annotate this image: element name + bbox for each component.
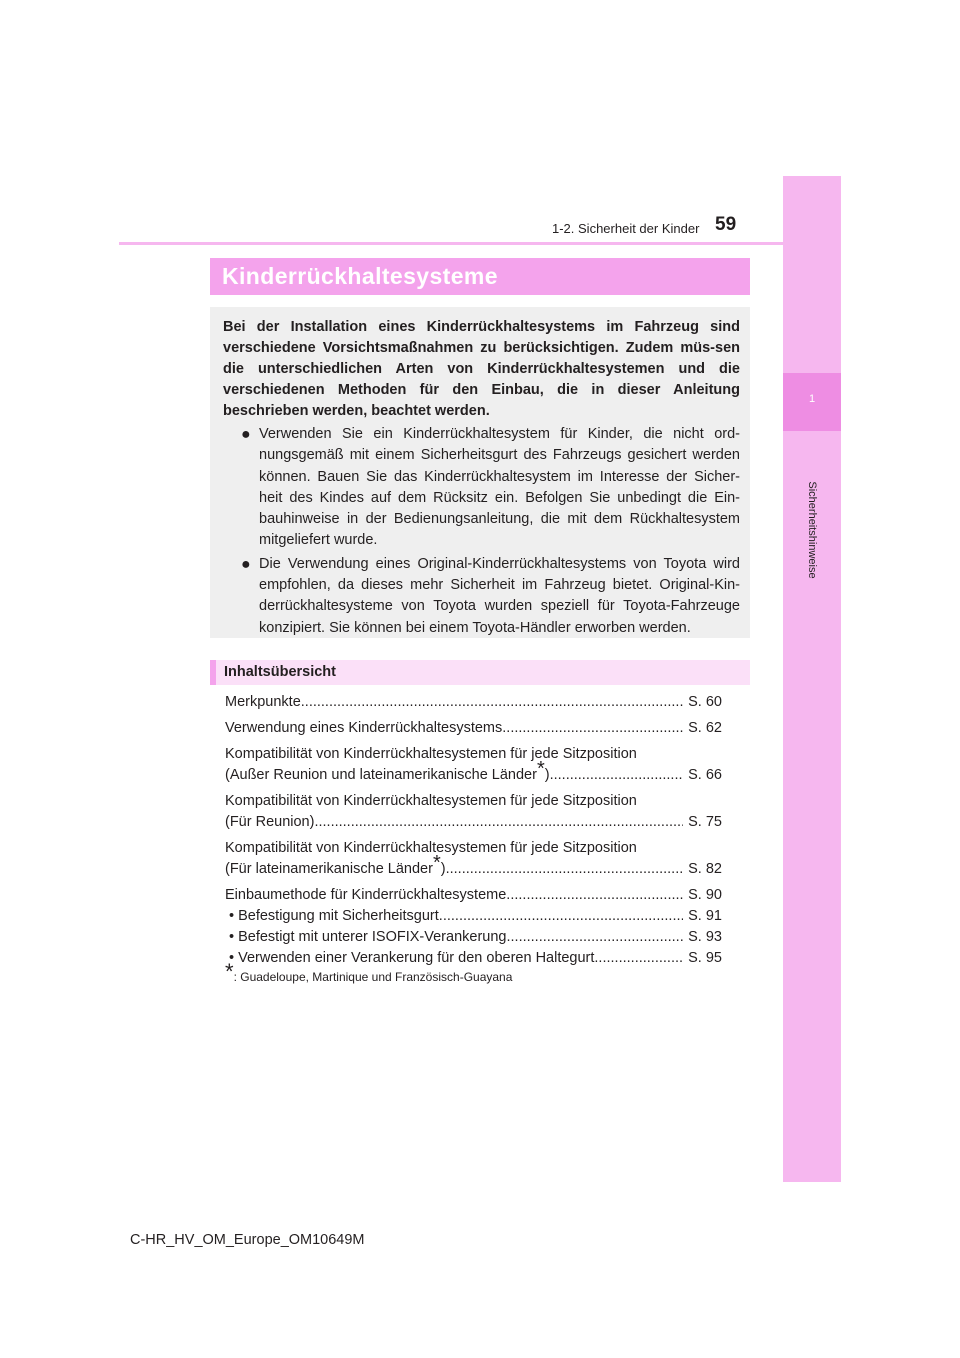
toc-item-einbaumethode[interactable]: [225, 885, 722, 906]
section-label: 1-2. Sicherheit der Kinder: [552, 221, 700, 236]
toc-leader-dots: [301, 692, 683, 713]
page-number: 59: [715, 214, 737, 235]
chapter-label: Sicherheitshinweise: [806, 481, 818, 579]
intro-bullet-1: [223, 424, 740, 552]
toc-page-ref[interactable]: S. 90: [688, 887, 722, 903]
toc-leader-dots: [314, 812, 683, 833]
toc-page-ref[interactable]: S. 62: [688, 720, 722, 736]
toc-subitem-text: • Befestigt mit unterer ISOFIX-Verankerung: [229, 929, 507, 945]
toc-subitem-text: • Befestigung mit Sicherheitsgurt: [229, 908, 439, 924]
toc-page-ref[interactable]: S. 93: [688, 929, 722, 945]
document-code: C-HR_HV_OM_Europe_OM10649M: [130, 1232, 365, 1248]
toc-leader-dots: [502, 718, 683, 739]
toc-subitem-sicherheitsgurt[interactable]: [225, 906, 722, 927]
toc-leader-dots: [594, 948, 683, 969]
footnote-text: : Guadeloupe, Martinique und Französisch-Guayana: [233, 970, 513, 984]
toc-item-kompatibilitaet-latam[interactable]: [225, 838, 722, 880]
toc-page-ref[interactable]: S. 91: [688, 908, 722, 924]
toc-item-kompatibilitaet-ausser[interactable]: [225, 744, 722, 786]
chapter-number-tab: [783, 373, 841, 431]
toc-leader-dots: [446, 859, 684, 880]
toc-item-text: Verwendung eines Kinderrückhaltesystems: [225, 720, 503, 736]
toc-item-verwendung[interactable]: [225, 718, 722, 739]
toc-item-text-after: ): [544, 767, 550, 783]
toc-item-text-before: (Außer Reunion und lateinamerikanische Länder: [225, 767, 537, 783]
intro-bullet-2: [223, 554, 740, 639]
toc-page-ref[interactable]: S. 66: [688, 767, 722, 783]
header-divider: [119, 242, 841, 245]
toc-page-ref[interactable]: S. 95: [688, 950, 722, 966]
chapter-number: 1: [808, 393, 816, 405]
footnote-star-icon: *: [536, 758, 545, 780]
toc-subitem-text: • Verwenden einer Verankerung für den oberen Haltegurt: [229, 950, 595, 966]
toc-page-ref[interactable]: S. 60: [688, 694, 722, 710]
overview-heading: Inhaltsübersicht: [224, 664, 336, 680]
toc-item-text-line2: [225, 758, 550, 786]
intro-text: Bei der Installation eines Kinderrückhaltesystems im Fahrzeug sind verschiedene Vorsichtsmaßnahmen zu berücksichtigen. Zudem müs-sen die unterschiedlichen Arten von Kinderrückhaltesystemen und die verschiedenen Methoden für den Einbau, die in dieser Anleitung beschrieben werden, beachtet werden.: [223, 319, 740, 419]
footnote: [225, 959, 513, 984]
toc-leader-dots: [550, 765, 684, 786]
side-tab: [783, 176, 841, 1182]
intro-box: [210, 307, 750, 638]
toc-item-text: Kompatibilität von Kinderrückhaltesystemen für jede Sitzposition: [225, 840, 637, 856]
toc-subitem-haltegurt[interactable]: [225, 948, 722, 969]
bullet-text: Verwenden Sie ein Kinderrückhaltesystem für Kinder, die nicht ord-nungsgemäß mit einem Sicherheitsgurt des Fahrzeugs gesichert werden können. Bauen Sie das Kinderrückhaltesystem im Interesse der Sicher-heit des Kindes auf dem Rücksitz ein. Befolgen Sie unbedingt die Ein-bauhinweise in der Bedienungsanleitung, die mit dem Rückhaltesystem mitgeliefert wurde.: [259, 426, 740, 549]
toc-leader-dots: [506, 885, 683, 906]
bullet-icon: ●: [241, 555, 251, 573]
toc-item-text-after: ): [440, 861, 446, 877]
toc-item-text: Kompatibilität von Kinderrückhaltesystemen für jede Sitzposition: [225, 793, 637, 809]
toc-item-text: Merkpunkte: [225, 694, 301, 710]
toc-leader-dots: [439, 906, 683, 927]
toc-item-text: Kompatibilität von Kinderrückhaltesystemen für jede Sitzposition: [225, 746, 637, 762]
toc-leader-dots: [506, 927, 683, 948]
toc-item-text-line2: [225, 852, 446, 880]
toc-subitem-isofix[interactable]: [225, 927, 722, 948]
toc-item-kompatibilitaet-reunion[interactable]: [225, 791, 722, 833]
toc-item-text-line2: (Für Reunion): [225, 814, 315, 830]
table-of-contents: [225, 692, 722, 969]
toc-item-text-before: (Für lateinamerikanische Länder: [225, 861, 433, 877]
toc-item-merkpunkte[interactable]: [225, 692, 722, 713]
bullet-text: Die Verwendung eines Original-Kinderrückhaltesystems von Toyota wird empfohlen, da dieses mehr Sicherheit im Fahrzeug bietet. Original-Kin-derrückhaltesysteme von Toyota wurden speziell für Toyota-Fahrzeuge konzipiert. Sie können bei einem Toyota-Händler erworben werden.: [259, 555, 740, 636]
toc-item-text: Einbaumethode für Kinderrückhaltesysteme: [225, 887, 507, 903]
toc-page-ref[interactable]: S. 82: [688, 861, 722, 877]
toc-page-ref[interactable]: S. 75: [688, 814, 722, 830]
page-title: Kinderrückhaltesysteme: [222, 263, 498, 289]
overview-heading-bar: [210, 660, 750, 685]
footnote-star-icon: *: [432, 852, 441, 874]
title-bar: [210, 258, 750, 295]
footnote-star-icon: *: [225, 959, 234, 984]
bullet-icon: ●: [241, 426, 251, 443]
